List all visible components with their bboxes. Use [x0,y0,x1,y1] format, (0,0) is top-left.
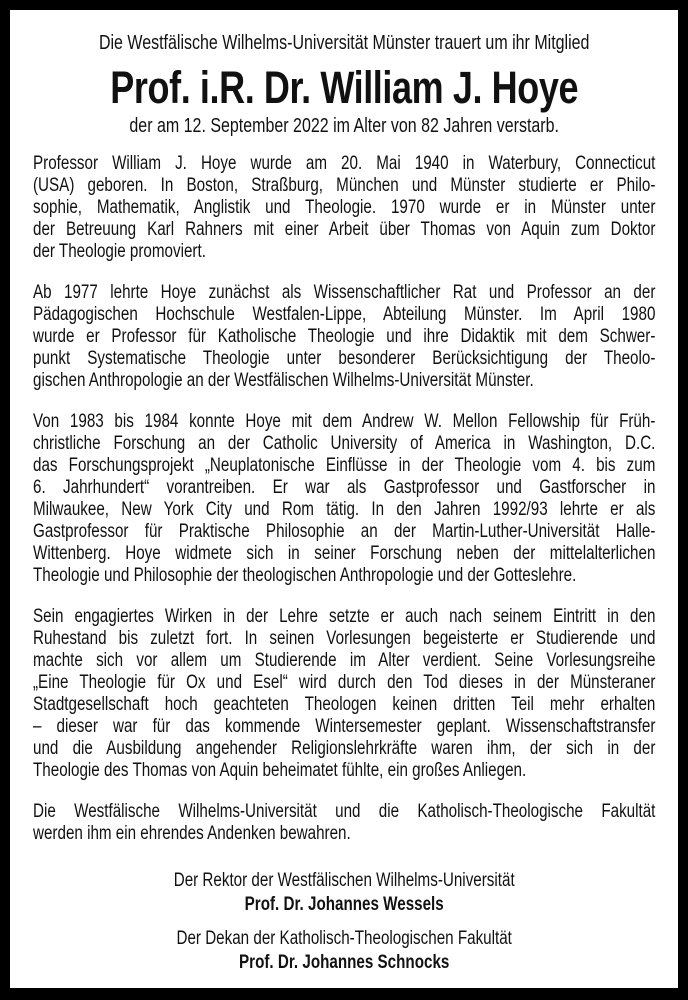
text-line: Stadtgesellschaft hoch geachteten Theologen keinen dritten Teil mehr erhalten [33,694,656,715]
text-line: der Betreuung Karl Rahners mit einer Arbeit über Thomas von Aquin zum Doktor [33,219,656,240]
text-line: punkt Systematische Theologie unter besonderer Berücksichtigung der Theolo- [33,348,656,369]
obituary-paragraph-5 [33,801,655,845]
obituary-paragraph-2 [33,282,655,392]
text-line: der Theologie promoviert. [33,241,206,262]
obituary-page [10,10,678,988]
text-line: Theologie und Philosophie der theologischen Anthropologie und der Gotteslehre. [33,565,577,586]
text-line: und die Ausbildung angehender Religionslehrkräfte waren ihm, der sich in der [33,738,656,759]
text-line: Professor William J. Hoye wurde am 20. Mai 1940 in Waterbury, Connecticut [33,153,656,174]
text-line: Ruhestand bis zuletzt fort. In seinen Vorlesungen begeisterte er Studierende und [33,628,656,649]
signature-role: Der Dekan der Katholisch-Theologischen Fakultät [176,928,512,949]
signature-name: Prof. Dr. Johannes Schnocks [239,952,450,973]
signature-block-rektor [33,869,655,917]
text-line: „Eine Theologie für Ox und Esel“ wird durch den Tod dieses in der Münsteraner [33,672,656,693]
text-line: gischen Anthropologie an der Westfälischen Wilhelms-Universität Münster. [33,370,534,391]
text-line: machte sich vor allem um Studierende im Alter verdient. Seine Vorlesungsreihe [33,650,656,671]
text-line: Wittenberg. Hoye widmete sich in seiner Forschung neben der mittelalterlichen [33,543,656,564]
text-line: (USA) geboren. In Boston, Straßburg, München und Münster studierte er Philo- [33,175,656,196]
text-line: – dieser war für das kommende Wintersemester geplant. Wissenschaftstransfer [33,716,656,737]
text-line: Sein engagiertes Wirken in der Lehre setzte er auch nach seinem Eintritt in den [33,606,656,627]
text-line: Theologie des Thomas von Aquin beheimatet fühlte, ein großes Anliegen. [33,760,527,781]
obituary-content [33,32,655,975]
signature-block-dekan [33,927,655,975]
mourning-intro: Die Westfälische Wilhelms-Universität Münster trauert um ihr Mitglied [98,32,590,54]
text-line: sophie, Mathematik, Anglistik und Theologie. 1970 wurde er in Münster unter [33,197,656,218]
text-line: Ab 1977 lehrte Hoye zunächst als Wissenschaftlicher Rat und Professor an der [33,282,656,303]
text-line: Milwaukee, New York City und Rom tätig. In den Jahren 1992/93 lehrte er als [33,499,656,520]
obituary-paragraph-4 [33,606,655,782]
text-line: 6. Jahrhundert“ vorantreiben. Er war als Gastprofessor und Gastforscher in [33,477,656,498]
text-line: wurde er Professor für Katholische Theologie und ihre Didaktik mit dem Schwer- [33,326,656,347]
text-line: werden ihm ein ehrendes Andenken bewahren. [33,823,351,844]
text-line: Pädagogischen Hochschule Westfalen-Lippe, Abteilung Münster. Im April 1980 [33,304,656,325]
signature-name: Prof. Dr. Johannes Wessels [244,894,444,915]
text-line: Von 1983 bis 1984 konnte Hoye mit dem Andrew W. Mellon Fellowship für Früh- [33,411,656,432]
obituary-paragraph-3 [33,411,655,587]
text-line: christliche Forschung an der Catholic University of America in Washington, D.C. [33,433,656,454]
text-line: Die Westfälische Wilhelms-Universität und die Katholisch-Theologische Fakultät [33,801,656,822]
obituary-paragraph-1 [33,153,655,263]
deceased-name: Prof. i.R. Dr. William J. Hoye [110,62,579,113]
signature-role: Der Rektor der Westfälischen Wilhelms-Universität [173,870,515,891]
death-date-line: der am 12. September 2022 im Alter von 82 Jahren verstarb. [129,115,559,137]
text-line: Gastprofessor für Praktische Philosophie an der Martin-Luther-Universität Halle- [33,521,656,542]
text-line: das Forschungsprojekt „Neuplatonische Einflüsse in der Theologie vom 4. bis zum [33,455,656,476]
